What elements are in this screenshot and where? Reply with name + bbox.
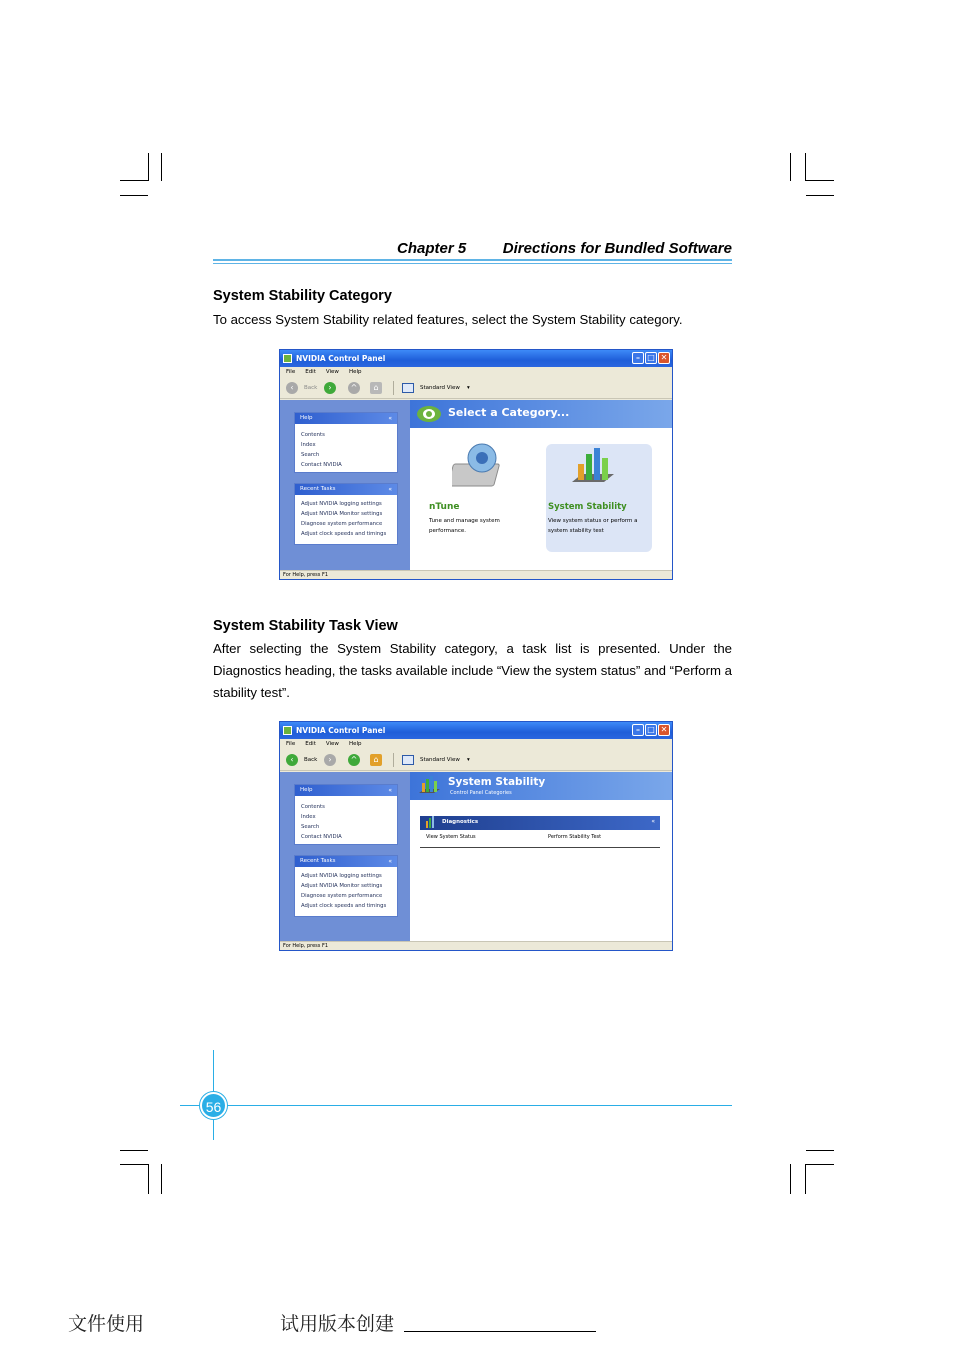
chapter-title: Directions for Bundled Software bbox=[502, 240, 732, 257]
collapse-icon[interactable]: « bbox=[651, 818, 655, 825]
crop-mark bbox=[161, 153, 162, 181]
chapter-label: Chapter 5 bbox=[397, 240, 467, 257]
toolbar-separator bbox=[393, 753, 394, 767]
menu-help[interactable]: Help bbox=[348, 741, 362, 747]
diagnostics-header[interactable] bbox=[420, 816, 660, 830]
recent-tasks-panel bbox=[294, 855, 398, 917]
status-bar: For Help, press F1 bbox=[280, 570, 672, 579]
category-name: System Stability bbox=[548, 502, 627, 512]
task-pane bbox=[280, 772, 410, 950]
recent-task-link[interactable]: Adjust NVIDIA Monitor settings bbox=[301, 883, 383, 889]
task-perform-stability-test[interactable]: Perform Stability Test bbox=[548, 834, 602, 840]
collapse-icon: « bbox=[388, 787, 392, 794]
watermark-right: 试用版本创建 bbox=[280, 1313, 395, 1335]
watermark-underline bbox=[404, 1331, 596, 1332]
home-icon[interactable]: ⌂ bbox=[370, 754, 382, 766]
section-paragraph: After selecting the System Stability category, a task list is presented. Under the Diagnostics heading, the tasks available include “View the system status” and “Perform a stability test”. bbox=[213, 641, 732, 700]
menu-bar bbox=[280, 739, 672, 749]
crop-mark bbox=[805, 153, 806, 181]
view-selector[interactable]: Standard View bbox=[420, 757, 460, 763]
crop-mark bbox=[161, 1164, 162, 1194]
category-name: nTune bbox=[429, 502, 460, 512]
maximize-button[interactable]: □ bbox=[645, 352, 657, 364]
recent-task-link[interactable]: Adjust clock speeds and timings bbox=[301, 531, 387, 537]
crop-mark bbox=[148, 1164, 149, 1194]
help-link-search[interactable]: Search bbox=[301, 824, 320, 830]
status-bar: For Help, press F1 bbox=[280, 941, 672, 950]
section-paragraph: To access System Stability related features, select the System Stability category. bbox=[213, 312, 683, 327]
section-heading: System Stability Task View bbox=[213, 618, 398, 634]
help-link-index[interactable]: Index bbox=[301, 442, 316, 448]
toolbar bbox=[280, 749, 672, 771]
page-number: 56 bbox=[200, 1092, 227, 1119]
collapse-icon: « bbox=[388, 858, 392, 865]
up-arrow-icon[interactable]: ^ bbox=[348, 382, 360, 394]
back-arrow-icon[interactable]: ‹ bbox=[286, 382, 298, 394]
diagnostics-title: Diagnostics bbox=[442, 819, 479, 825]
menu-file[interactable]: File bbox=[286, 369, 296, 375]
task-pane bbox=[280, 400, 410, 579]
recent-tasks-panel bbox=[294, 483, 398, 545]
view-icon[interactable] bbox=[402, 755, 414, 765]
chevron-down-icon[interactable]: ▾ bbox=[467, 757, 470, 763]
task-view-pane bbox=[410, 772, 672, 950]
stability-chart-icon bbox=[418, 775, 442, 797]
page-header bbox=[213, 238, 732, 264]
menu-edit[interactable]: Edit bbox=[305, 741, 316, 747]
category-description: Tune and manage system performance. bbox=[429, 518, 500, 534]
collapse-icon: « bbox=[388, 486, 392, 493]
category-banner bbox=[410, 400, 672, 428]
help-link-contents[interactable]: Contents bbox=[301, 804, 325, 810]
crop-mark bbox=[148, 153, 149, 181]
back-arrow-icon[interactable]: ‹ bbox=[286, 754, 298, 766]
help-link-index[interactable]: Index bbox=[301, 814, 316, 820]
help-link-contact[interactable]: Contact NVIDIA bbox=[301, 462, 342, 468]
stability-chart-icon bbox=[568, 444, 618, 496]
collapse-icon: « bbox=[388, 415, 392, 422]
minimize-button[interactable]: – bbox=[632, 724, 644, 736]
crop-mark bbox=[120, 1150, 148, 1151]
window-titlebar bbox=[280, 722, 672, 739]
category-pane bbox=[410, 400, 672, 579]
menu-view[interactable]: View bbox=[325, 369, 339, 375]
banner-title: Select a Category... bbox=[448, 406, 570, 419]
category-description: View system status or perform a system stability test bbox=[548, 518, 638, 534]
window-title: NVIDIA Control Panel bbox=[296, 726, 386, 735]
header-rule bbox=[213, 259, 732, 261]
back-label[interactable]: Back bbox=[304, 757, 318, 763]
crop-mark bbox=[120, 195, 148, 196]
close-button[interactable]: ✕ bbox=[658, 352, 670, 364]
recent-task-link[interactable]: Diagnose system performance bbox=[301, 521, 383, 527]
nvidia-app-icon bbox=[283, 354, 292, 363]
help-link-search[interactable]: Search bbox=[301, 452, 320, 458]
recent-task-link[interactable]: Adjust clock speeds and timings bbox=[301, 903, 387, 909]
menu-view[interactable]: View bbox=[325, 741, 339, 747]
category-ntune[interactable] bbox=[424, 440, 534, 550]
help-panel-header[interactable]: Help « bbox=[295, 413, 397, 424]
window-title: NVIDIA Control Panel bbox=[296, 354, 386, 363]
recent-task-link[interactable]: Adjust NVIDIA Monitor settings bbox=[301, 511, 383, 517]
banner-title: System Stability bbox=[448, 776, 546, 788]
recent-task-link[interactable]: Diagnose system performance bbox=[301, 893, 383, 899]
crop-mark bbox=[790, 1164, 791, 1194]
up-arrow-icon[interactable]: ^ bbox=[348, 754, 360, 766]
help-panel bbox=[294, 784, 398, 845]
watermark-left: 文件使用 bbox=[68, 1313, 145, 1335]
category-system-stability[interactable] bbox=[546, 444, 652, 552]
minimize-button[interactable]: – bbox=[632, 352, 644, 364]
crop-mark bbox=[805, 1164, 806, 1194]
crop-mark bbox=[120, 180, 148, 181]
menu-bar bbox=[280, 367, 672, 377]
recent-tasks-header[interactable]: Recent Tasks « bbox=[295, 484, 397, 495]
crop-mark bbox=[806, 195, 834, 196]
banner-subtitle: Control Panel Categories bbox=[450, 790, 512, 796]
crop-mark bbox=[806, 180, 834, 181]
crop-mark bbox=[120, 1164, 148, 1165]
close-button[interactable]: ✕ bbox=[658, 724, 670, 736]
help-panel-header[interactable]: Help « bbox=[295, 785, 397, 796]
chevron-down-icon[interactable]: ▾ bbox=[467, 385, 470, 391]
help-link-contact[interactable]: Contact NVIDIA bbox=[301, 834, 342, 840]
view-selector[interactable]: Standard View bbox=[420, 385, 460, 391]
menu-file[interactable]: File bbox=[286, 741, 296, 747]
crop-mark bbox=[806, 1150, 834, 1151]
task-view-system-status[interactable]: View System Status bbox=[426, 834, 476, 840]
nvidia-window-category bbox=[279, 349, 673, 580]
menu-edit[interactable]: Edit bbox=[305, 369, 316, 375]
maximize-button[interactable]: □ bbox=[645, 724, 657, 736]
ntune-icon bbox=[452, 440, 512, 492]
home-icon[interactable]: ⌂ bbox=[370, 382, 382, 394]
footer-rule bbox=[180, 1105, 732, 1106]
toolbar-separator bbox=[393, 381, 394, 395]
recent-task-link[interactable]: Adjust NVIDIA logging settings bbox=[301, 501, 382, 507]
help-panel bbox=[294, 412, 398, 473]
menu-help[interactable]: Help bbox=[348, 369, 362, 375]
nvidia-window-task-view bbox=[279, 721, 673, 951]
crop-mark bbox=[806, 1164, 834, 1165]
stability-banner bbox=[410, 772, 672, 800]
nvidia-app-icon bbox=[283, 726, 292, 735]
view-icon[interactable] bbox=[402, 383, 414, 393]
recent-task-link[interactable]: Adjust NVIDIA logging settings bbox=[301, 873, 382, 879]
forward-arrow-icon[interactable]: › bbox=[324, 382, 336, 394]
task-divider bbox=[420, 847, 660, 848]
help-link-contents[interactable]: Contents bbox=[301, 432, 325, 438]
nvidia-eye-icon bbox=[416, 404, 442, 424]
crop-mark bbox=[790, 153, 791, 181]
diagnostics-icon bbox=[424, 816, 438, 829]
back-label[interactable]: Back bbox=[304, 385, 318, 391]
recent-tasks-header[interactable]: Recent Tasks « bbox=[295, 856, 397, 867]
toolbar bbox=[280, 377, 672, 399]
forward-arrow-icon[interactable]: › bbox=[324, 754, 336, 766]
header-rule-thin bbox=[213, 263, 732, 264]
section-heading: System Stability Category bbox=[213, 288, 392, 304]
window-titlebar bbox=[280, 350, 672, 367]
